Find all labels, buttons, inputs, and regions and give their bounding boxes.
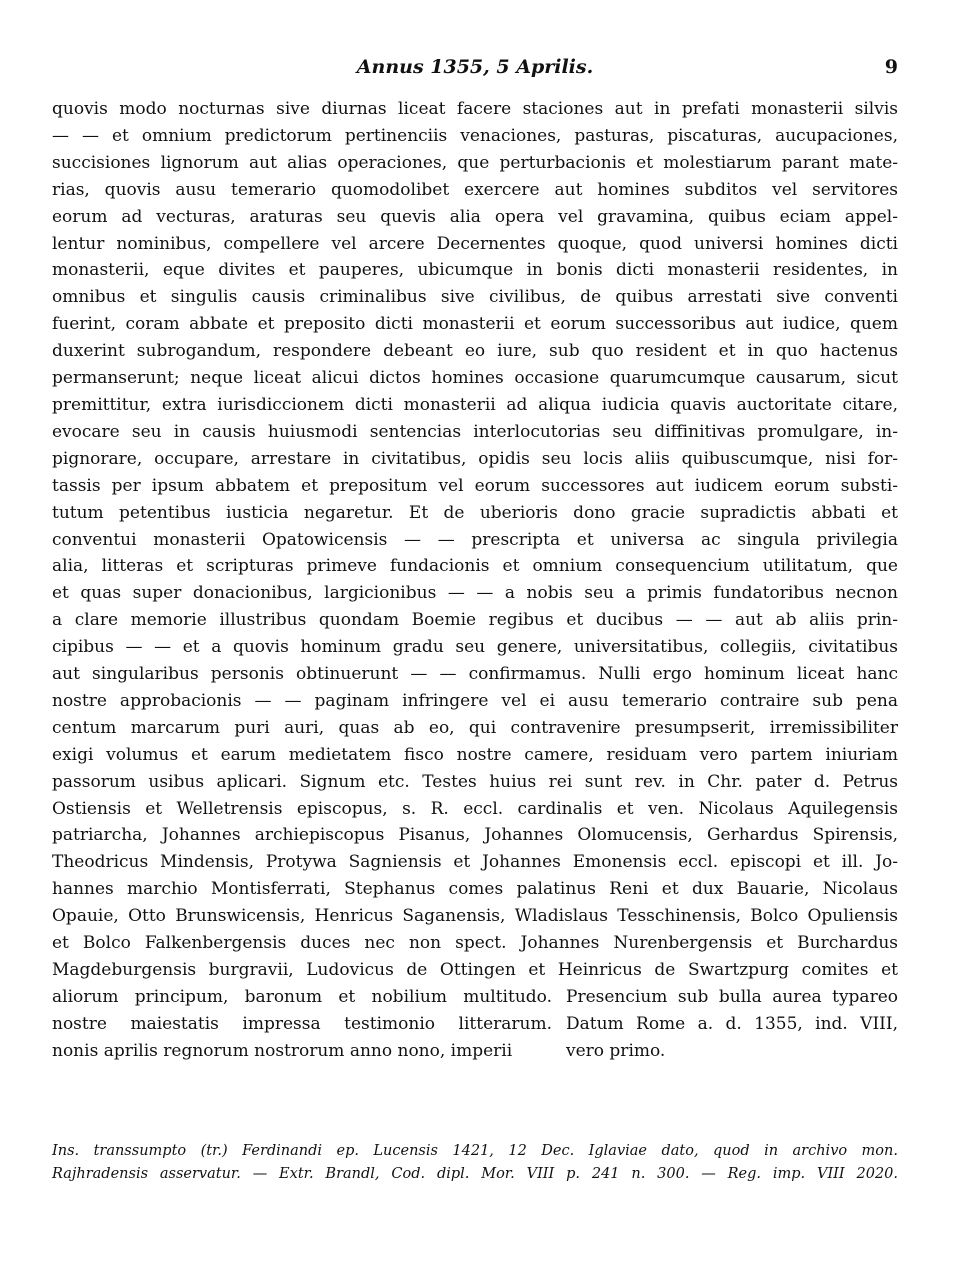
text-line: conventui monasterii Opatowicensis — — prescripta et universa ac singula privilegia [52, 529, 898, 550]
running-title: Annus 1355, 5 Aprilis. [356, 56, 594, 78]
closing-line-right: Datum Rome a. d. 1355, ind. VIII, [566, 1013, 898, 1034]
text-line: tassis per ipsum abbatem et prepositum vel eorum successores aut iudicem eorum substi- [52, 475, 898, 496]
text-line: premittitur, extra iurisdiccionem dicti monasterii ad aliqua iudicia quavis auctoritate citare, [52, 394, 898, 415]
text-line: a clare memorie illustribus quondam Boemie regibus et ducibus — — aut ab aliis prin- [52, 610, 898, 631]
text-line: evocare seu in causis huiusmodi sentencias interlocutorias seu diffinitivas promulgare, in- [52, 421, 898, 442]
text-line: succisiones lignorum aut alias operaciones, que perturbacionis et molestiarum parant mate- [52, 152, 898, 173]
text-line: monasterii, eque divites et pauperes, ubicumque in bonis dicti monasterii residentes, in [52, 260, 898, 281]
closing-line-right: Presencium sub bulla aurea typareo [566, 986, 898, 1007]
text-line: alia, litteras et scripturas primeve fundacionis et omnium consequencium utilitatum, que [52, 556, 898, 577]
text-line: hannes marchio Montisferrati, Stephanus comes palatinus Reni et dux Bauarie, Nicolaus [52, 879, 898, 900]
text-line: omnibus et singulis causis criminalibus sive civilibus, de quibus arrestati sive conventi [52, 287, 898, 308]
text-line: eorum ad vecturas, araturas seu quevis alia opera vel gravamina, quibus eciam appel- [52, 206, 898, 227]
footnote-line: Ins. transsumpto (tr.) Ferdinandi ep. Lucensis 1421, 12 Dec. Iglaviae dato, quod in archivo mon. [52, 1143, 898, 1159]
text-line: et quas super donacionibus, largicionibus — — a nobis seu a primis fundatoribus necnon [52, 583, 898, 604]
text-line: Magdeburgensis burgravii, Ludovicus de Ottingen et Heinricus de Swartzpurg comites et [52, 960, 898, 980]
text-line: centum marcarum puri auri, quas ab eo, qui contravenire presumpserit, irremissibiliter [52, 717, 898, 738]
text-line: pignorare, occupare, arrestare in civitatibus, opidis seu locis aliis quibuscumque, nisi for- [52, 448, 898, 469]
closing-line [52, 1011, 898, 1038]
closing-line [52, 1038, 898, 1065]
text-line: — — et omnium predictorum pertinenciis venaciones, pasturas, piscaturas, aucupaciones, [52, 125, 898, 146]
closing-line-right: vero primo. [566, 1040, 666, 1061]
text-line: exigi volumus et earum medietatem fisco nostre camere, residuam vero partem iniuriam [52, 744, 898, 765]
footnote [52, 1140, 898, 1186]
text-line: nostre approbacionis — — paginam infringere vel ei ausu temerario contraire sub pena [52, 690, 898, 711]
text-line: lentur nominibus, compellere vel arcere Decernentes quoque, quod universi homines dicti [52, 233, 898, 254]
page-header [52, 56, 898, 84]
page-number: 9 [884, 56, 898, 78]
text-line: fuerint, coram abbate et preposito dicti monasterii et eorum successoribus aut iudice, quem [52, 314, 898, 335]
closing-line-left: nonis aprilis regnorum nostrorum anno nono, imperii [52, 1040, 513, 1061]
text-line: permanserunt; neque liceat alicui dictos homines occasione quarumcumque causarum, sicut [52, 368, 898, 389]
closing-line-left: aliorum principum, baronum et nobilium multitudo. [52, 986, 552, 1007]
closing-line [52, 984, 898, 1011]
text-line: patriarcha, Johannes archiepiscopus Pisanus, Johannes Olomucensis, Gerhardus Spirensis, [52, 825, 898, 846]
text-line: Theodricus Mindensis, Protywa Sagniensis et Johannes Emonensis eccl. episcopi et ill. Jo- [52, 852, 898, 873]
text-line: quovis modo nocturnas sive diurnas liceat facere staciones aut in prefati monasterii silvis [52, 99, 898, 119]
main-text [52, 96, 898, 984]
text-line: duxerint subrogandum, respondere debeant eo iure, sub quo resident et in quo hactenus [52, 341, 898, 362]
text-line: passorum usibus aplicari. Signum etc. Testes huius rei sunt rev. in Chr. pater d. Petrus [52, 771, 898, 792]
text-line: tutum petentibus iusticia negaretur. Et de uberioris dono gracie supradictis abbati et [52, 502, 898, 523]
text-line: Ostiensis et Welletrensis episcopus, s. R. eccl. cardinalis et ven. Nicolaus Aquilegensis [52, 798, 898, 819]
text-line: aut singularibus personis obtinuerunt — — confirmamus. Nulli ergo hominum liceat hanc [52, 664, 898, 685]
text-line: cipibus — — et a quovis hominum gradu seu genere, universitatibus, collegiis, civitatibus [52, 637, 898, 658]
text-line: et Bolco Falkenbergensis duces nec non spect. Johannes Nurenbergensis et Burchardus [52, 933, 898, 954]
footnote-line: Rajhradensis asservatur. — Extr. Brandl, Cod. dipl. Mor. VIII p. 241 n. 300. — Reg. imp. VIII 2020. [52, 1166, 898, 1182]
text-line: rias, quovis ausu temerario quomodolibet exercere aut homines subditos vel servitores [52, 179, 898, 200]
text-line: Opauie, Otto Brunswicensis, Henricus Saganensis, Wladislaus Tesschinensis, Bolco Opuliensis [52, 906, 898, 927]
closing-line-left: nostre maiestatis impressa testimonio litterarum. [52, 1013, 552, 1034]
